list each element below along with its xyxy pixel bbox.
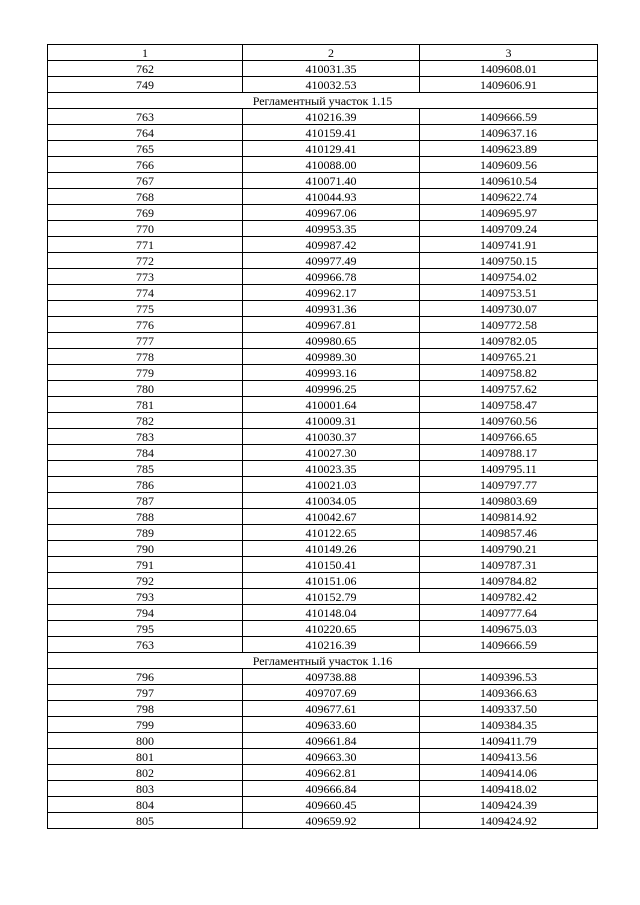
table-row [48, 61, 598, 77]
table-row [48, 605, 598, 621]
y-coordinate-cell: 1409666.59 [420, 109, 598, 125]
table-row [48, 285, 598, 301]
table-row [48, 669, 598, 685]
x-coordinate-cell: 409660.45 [243, 797, 420, 813]
x-coordinate-cell: 409967.06 [243, 205, 420, 221]
y-coordinate-cell: 1409730.07 [420, 301, 598, 317]
point-number-cell: 794 [48, 605, 243, 621]
point-number-cell: 797 [48, 685, 243, 701]
y-coordinate-cell: 1409337.50 [420, 701, 598, 717]
x-coordinate-cell: 410027.30 [243, 445, 420, 461]
table-row [48, 589, 598, 605]
point-number-cell: 805 [48, 813, 243, 829]
point-number-cell: 800 [48, 733, 243, 749]
x-coordinate-cell: 409962.17 [243, 285, 420, 301]
point-number-cell: 783 [48, 429, 243, 445]
y-coordinate-cell: 1409772.58 [420, 317, 598, 333]
y-coordinate-cell: 1409766.65 [420, 429, 598, 445]
point-number-cell: 766 [48, 157, 243, 173]
table-row [48, 269, 598, 285]
table-row [48, 253, 598, 269]
x-coordinate-cell: 409966.78 [243, 269, 420, 285]
point-number-cell: 792 [48, 573, 243, 589]
point-number-cell: 781 [48, 397, 243, 413]
point-number-cell: 789 [48, 525, 243, 541]
point-number-cell: 787 [48, 493, 243, 509]
x-coordinate-cell: 410021.03 [243, 477, 420, 493]
point-number-cell: 774 [48, 285, 243, 301]
x-coordinate-cell: 409996.25 [243, 381, 420, 397]
point-number-cell: 791 [48, 557, 243, 573]
table-row [48, 365, 598, 381]
x-coordinate-cell: 410071.40 [243, 173, 420, 189]
point-number-cell: 786 [48, 477, 243, 493]
y-coordinate-cell: 1409782.05 [420, 333, 598, 349]
x-coordinate-cell: 409953.35 [243, 221, 420, 237]
table-row [48, 125, 598, 141]
x-coordinate-cell: 410122.65 [243, 525, 420, 541]
point-number-cell: 804 [48, 797, 243, 813]
x-coordinate-cell: 410001.64 [243, 397, 420, 413]
point-number-cell: 772 [48, 253, 243, 269]
section-title-cell: Регламентный участок 1.15 [48, 93, 598, 109]
x-coordinate-cell: 410031.35 [243, 61, 420, 77]
table-row [48, 525, 598, 541]
point-number-cell: 799 [48, 717, 243, 733]
y-coordinate-cell: 1409758.82 [420, 365, 598, 381]
y-coordinate-cell: 1409757.62 [420, 381, 598, 397]
x-coordinate-cell: 409707.69 [243, 685, 420, 701]
point-number-cell: 785 [48, 461, 243, 477]
section-title-cell: Регламентный участок 1.16 [48, 653, 598, 669]
table-row [48, 797, 598, 813]
table-row [48, 461, 598, 477]
table-row [48, 573, 598, 589]
table-row [48, 397, 598, 413]
table-row [48, 205, 598, 221]
point-number-cell: 790 [48, 541, 243, 557]
y-coordinate-cell: 1409366.63 [420, 685, 598, 701]
header-row [48, 45, 598, 61]
header-cell-x: 2 [243, 45, 420, 61]
y-coordinate-cell: 1409754.02 [420, 269, 598, 285]
table-row [48, 317, 598, 333]
y-coordinate-cell: 1409424.92 [420, 813, 598, 829]
header-cell-y: 3 [420, 45, 598, 61]
x-coordinate-cell: 409931.36 [243, 301, 420, 317]
x-coordinate-cell: 409967.81 [243, 317, 420, 333]
point-number-cell: 776 [48, 317, 243, 333]
x-coordinate-cell: 409987.42 [243, 237, 420, 253]
section-row [48, 93, 598, 109]
y-coordinate-cell: 1409695.97 [420, 205, 598, 221]
x-coordinate-cell: 409993.16 [243, 365, 420, 381]
header-cell-point: 1 [48, 45, 243, 61]
y-coordinate-cell: 1409753.51 [420, 285, 598, 301]
point-number-cell: 779 [48, 365, 243, 381]
x-coordinate-cell: 410044.93 [243, 189, 420, 205]
point-number-cell: 749 [48, 77, 243, 93]
table-row [48, 781, 598, 797]
point-number-cell: 765 [48, 141, 243, 157]
point-number-cell: 770 [48, 221, 243, 237]
y-coordinate-cell: 1409384.35 [420, 717, 598, 733]
y-coordinate-cell: 1409784.82 [420, 573, 598, 589]
y-coordinate-cell: 1409709.24 [420, 221, 598, 237]
table-row [48, 701, 598, 717]
x-coordinate-cell: 410129.41 [243, 141, 420, 157]
table-row [48, 445, 598, 461]
y-coordinate-cell: 1409666.59 [420, 637, 598, 653]
x-coordinate-cell: 410088.00 [243, 157, 420, 173]
point-number-cell: 763 [48, 109, 243, 125]
point-number-cell: 769 [48, 205, 243, 221]
table-row [48, 413, 598, 429]
y-coordinate-cell: 1409610.54 [420, 173, 598, 189]
point-number-cell: 764 [48, 125, 243, 141]
y-coordinate-cell: 1409777.64 [420, 605, 598, 621]
y-coordinate-cell: 1409795.11 [420, 461, 598, 477]
point-number-cell: 763 [48, 637, 243, 653]
table-row [48, 493, 598, 509]
point-number-cell: 803 [48, 781, 243, 797]
point-number-cell: 801 [48, 749, 243, 765]
x-coordinate-cell: 410030.37 [243, 429, 420, 445]
y-coordinate-cell: 1409411.79 [420, 733, 598, 749]
x-coordinate-cell: 410152.79 [243, 589, 420, 605]
x-coordinate-cell: 410148.04 [243, 605, 420, 621]
y-coordinate-cell: 1409675.03 [420, 621, 598, 637]
point-number-cell: 775 [48, 301, 243, 317]
table-row [48, 109, 598, 125]
x-coordinate-cell: 409989.30 [243, 349, 420, 365]
point-number-cell: 768 [48, 189, 243, 205]
x-coordinate-cell: 410216.39 [243, 109, 420, 125]
table-row [48, 765, 598, 781]
table-row [48, 429, 598, 445]
x-coordinate-cell: 410159.41 [243, 125, 420, 141]
table-row [48, 717, 598, 733]
point-number-cell: 796 [48, 669, 243, 685]
y-coordinate-cell: 1409608.01 [420, 61, 598, 77]
y-coordinate-cell: 1409622.74 [420, 189, 598, 205]
x-coordinate-cell: 410151.06 [243, 573, 420, 589]
x-coordinate-cell: 410220.65 [243, 621, 420, 637]
x-coordinate-cell: 409659.92 [243, 813, 420, 829]
x-coordinate-cell: 410149.26 [243, 541, 420, 557]
table-row [48, 333, 598, 349]
point-number-cell: 802 [48, 765, 243, 781]
table-row [48, 237, 598, 253]
point-number-cell: 784 [48, 445, 243, 461]
x-coordinate-cell: 410032.53 [243, 77, 420, 93]
coordinates-table-body [48, 45, 598, 829]
table-row [48, 637, 598, 653]
y-coordinate-cell: 1409788.17 [420, 445, 598, 461]
point-number-cell: 780 [48, 381, 243, 397]
x-coordinate-cell: 410009.31 [243, 413, 420, 429]
table-row [48, 173, 598, 189]
table-row [48, 189, 598, 205]
x-coordinate-cell: 409980.65 [243, 333, 420, 349]
table-row [48, 301, 598, 317]
y-coordinate-cell: 1409760.56 [420, 413, 598, 429]
y-coordinate-cell: 1409790.21 [420, 541, 598, 557]
y-coordinate-cell: 1409623.89 [420, 141, 598, 157]
table-row [48, 349, 598, 365]
y-coordinate-cell: 1409765.21 [420, 349, 598, 365]
x-coordinate-cell: 409677.61 [243, 701, 420, 717]
y-coordinate-cell: 1409857.46 [420, 525, 598, 541]
y-coordinate-cell: 1409758.47 [420, 397, 598, 413]
section-row [48, 653, 598, 669]
x-coordinate-cell: 410042.67 [243, 509, 420, 525]
table-row [48, 749, 598, 765]
point-number-cell: 798 [48, 701, 243, 717]
table-row [48, 509, 598, 525]
y-coordinate-cell: 1409750.15 [420, 253, 598, 269]
table-row [48, 685, 598, 701]
point-number-cell: 793 [48, 589, 243, 605]
table-row [48, 157, 598, 173]
x-coordinate-cell: 409738.88 [243, 669, 420, 685]
x-coordinate-cell: 410150.41 [243, 557, 420, 573]
y-coordinate-cell: 1409418.02 [420, 781, 598, 797]
table-row [48, 141, 598, 157]
point-number-cell: 773 [48, 269, 243, 285]
y-coordinate-cell: 1409782.42 [420, 589, 598, 605]
point-number-cell: 762 [48, 61, 243, 77]
y-coordinate-cell: 1409606.91 [420, 77, 598, 93]
x-coordinate-cell: 409977.49 [243, 253, 420, 269]
y-coordinate-cell: 1409413.56 [420, 749, 598, 765]
y-coordinate-cell: 1409396.53 [420, 669, 598, 685]
y-coordinate-cell: 1409741.91 [420, 237, 598, 253]
point-number-cell: 782 [48, 413, 243, 429]
table-row [48, 541, 598, 557]
y-coordinate-cell: 1409803.69 [420, 493, 598, 509]
x-coordinate-cell: 410023.35 [243, 461, 420, 477]
table-row [48, 381, 598, 397]
x-coordinate-cell: 409633.60 [243, 717, 420, 733]
y-coordinate-cell: 1409609.56 [420, 157, 598, 173]
coordinates-table [47, 44, 598, 829]
x-coordinate-cell: 409662.81 [243, 765, 420, 781]
point-number-cell: 795 [48, 621, 243, 637]
x-coordinate-cell: 409663.30 [243, 749, 420, 765]
x-coordinate-cell: 409661.84 [243, 733, 420, 749]
point-number-cell: 778 [48, 349, 243, 365]
x-coordinate-cell: 409666.84 [243, 781, 420, 797]
table-row [48, 477, 598, 493]
y-coordinate-cell: 1409414.06 [420, 765, 598, 781]
table-row [48, 733, 598, 749]
y-coordinate-cell: 1409637.16 [420, 125, 598, 141]
y-coordinate-cell: 1409797.77 [420, 477, 598, 493]
point-number-cell: 767 [48, 173, 243, 189]
y-coordinate-cell: 1409424.39 [420, 797, 598, 813]
y-coordinate-cell: 1409814.92 [420, 509, 598, 525]
table-row [48, 77, 598, 93]
point-number-cell: 788 [48, 509, 243, 525]
y-coordinate-cell: 1409787.31 [420, 557, 598, 573]
x-coordinate-cell: 410216.39 [243, 637, 420, 653]
table-row [48, 221, 598, 237]
point-number-cell: 777 [48, 333, 243, 349]
point-number-cell: 771 [48, 237, 243, 253]
x-coordinate-cell: 410034.05 [243, 493, 420, 509]
table-row [48, 557, 598, 573]
table-row [48, 813, 598, 829]
table-row [48, 621, 598, 637]
